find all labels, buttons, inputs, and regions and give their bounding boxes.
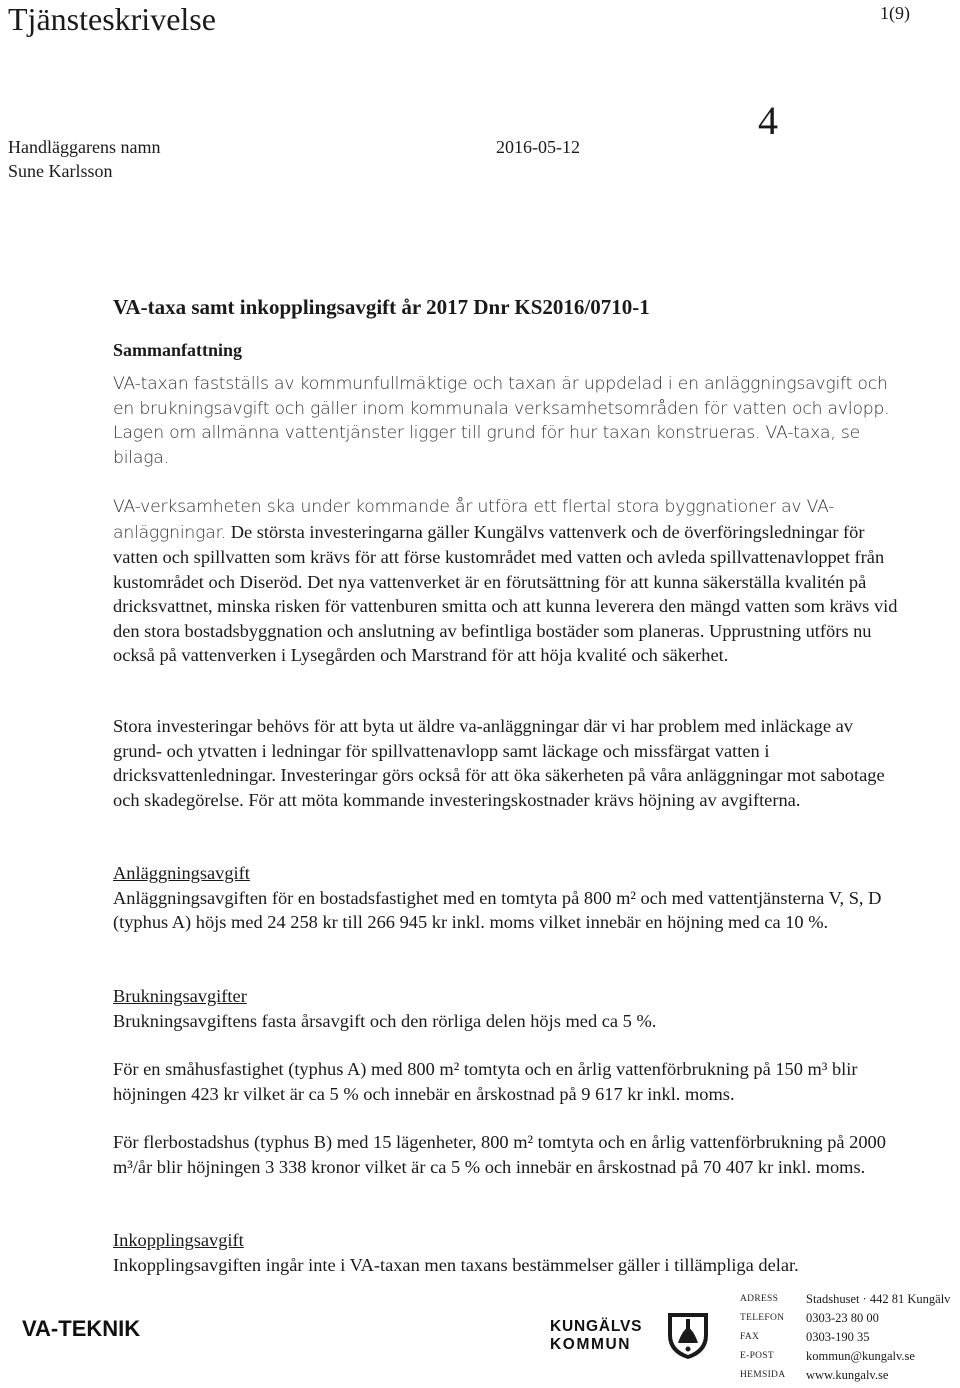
- document-title: VA-taxa samt inkopplingsavgift år 2017 Dnr KS2016/0710-1: [113, 295, 650, 319]
- department-name: VA-TEKNIK: [22, 1316, 141, 1341]
- brukningsavgifter-text: Brukningsavgiftens fasta årsavgift och den rörliga delen höjs med ca 5 %.: [113, 1010, 657, 1031]
- summary-paragraph-1: VA-taxan fastställs av kommunfullmäktige och taxan är uppdelad i en anläggningsavgift och en brukningsavgift och gäller inom kommunala verksamhetsområden för vatten och avlopp. Lagen om allmänna vattentjänster ligger till grund för hur taxan konstrueras. VA-taxa, se bilaga.: [113, 374, 890, 468]
- contact-row-phone: [740, 1309, 958, 1328]
- contact-value: 0303-23 80 00: [806, 1311, 879, 1325]
- summary-heading: Sammanfattning: [113, 340, 243, 360]
- kungalv-crest-icon: [666, 1309, 710, 1361]
- page-number: 1(9): [880, 3, 910, 23]
- contact-row-fax: [740, 1328, 958, 1347]
- anlaggningsavgift-heading: Anläggningsavgift: [113, 863, 250, 883]
- contact-email-link[interactable]: kommun@kungalv.se: [806, 1349, 915, 1363]
- contact-value: 0303-190 35: [806, 1330, 870, 1344]
- agenda-number: 4: [758, 98, 778, 143]
- summary-paragraph-2-rest: De största investeringarna gäller Kungälvs vattenverk och de överföringsledningar för vatten och spillvatten som krävs för att förse kustområdet med vatten och avleda spillvattenavloppet från kustområdet och Diseröd. Det nya vattenverket är en förutsättning för att kunna säkerställa kvalitén på dricksvattnet, minska risken för vattenburen smitta och att kunna leverera den mängd vatten som krävs vid den stora bostadsbyggnation och anslutning av befintliga bostäder som planeras. Upprustning utförs nu också på vattenverken i Lysegården och Marstrand för att höja kvalité och säkerhet.: [113, 521, 898, 665]
- contact-label: TELEFON: [740, 1313, 785, 1323]
- summary-paragraph-2: [113, 494, 903, 668]
- section-inkopplingsavgift: [113, 1228, 903, 1277]
- contact-row-website: [740, 1366, 958, 1385]
- kungalv-logo: [550, 1318, 650, 1354]
- contact-label: E-POST: [740, 1351, 774, 1361]
- contact-label: FAX: [740, 1332, 760, 1342]
- anlaggningsavgift-text: Anläggningsavgiften för en bostadsfastighet med en tomtyta på 800 m² och med vattentjänsterna V, S, D (typhus A) höjs med 24 258 kr till 266 945 kr inkl. moms vilket innebär en höjning med ca 10 %.: [113, 887, 882, 932]
- logo-line-2: KOMMUN: [550, 1336, 632, 1353]
- inkopplingsavgift-heading: Inkopplingsavgift: [113, 1230, 244, 1250]
- contact-block: [740, 1290, 958, 1385]
- document-type: Tjänsteskrivelse: [8, 1, 216, 37]
- brukningsavgifter-heading: Brukningsavgifter: [113, 986, 247, 1006]
- document-date: 2016-05-12: [496, 137, 580, 157]
- section-brukningsavgifter: [113, 984, 903, 1033]
- summary-paragraph-3: Stora investeringar behövs för att byta ut äldre va-anläggningar där vi har problem med inläckage av grund- och ytvatten i ledningar för spillvattenavlopp samt läckage och missfärgat vatten i dricksvattenledningar. Investeringar görs också för att öka säkerheten på våra anläggningar mot sabotage och skadegörelse. För att möta kommande investeringskostnader krävs höjning av avgifterna.: [113, 716, 885, 810]
- handler-label: Handläggarens namn: [8, 137, 161, 157]
- brukningsavgift-example-b: För flerbostadshus (typhus B) med 15 lägenheter, 800 m² tomtyta och en årlig vattenförbrukning på 2000 m³/år blir höjningen 3 338 kronor vilket är ca 5 % och innebär en årskostnad på 70 407 kr inkl. moms.: [113, 1132, 886, 1177]
- handler-name: Sune Karlsson: [8, 161, 113, 181]
- inkopplingsavgift-text: Inkopplingsavgiften ingår inte i VA-taxan men taxans bestämmelser gäller i tillämpliga delar.: [113, 1254, 799, 1275]
- section-anlaggningsavgift: [113, 861, 903, 935]
- logo-line-1: KUNGÄLVS: [550, 1318, 643, 1335]
- contact-website-link[interactable]: www.kungalv.se: [806, 1368, 889, 1382]
- contact-row-email: [740, 1347, 958, 1366]
- contact-label: HEMSIDA: [740, 1370, 786, 1380]
- brukningsavgift-example-a: För en småhusfastighet (typhus A) med 800 m² tomtyta och en årlig vattenförbrukning på 150 m³ blir höjningen 423 kr vilket är ca 5 % och innebär en årskostnad på 9 617 kr inkl. moms.: [113, 1059, 858, 1104]
- summary-paragraph-2-lead: VA-verksamheten ska under kommande år utföra ett flertal stora byggnationer av VA-anläggningar.: [113, 497, 835, 543]
- contact-label: ADRESS: [740, 1294, 779, 1304]
- contact-value: Stadshuset · 442 81 Kungälv: [806, 1292, 951, 1306]
- contact-row-address: [740, 1290, 958, 1309]
